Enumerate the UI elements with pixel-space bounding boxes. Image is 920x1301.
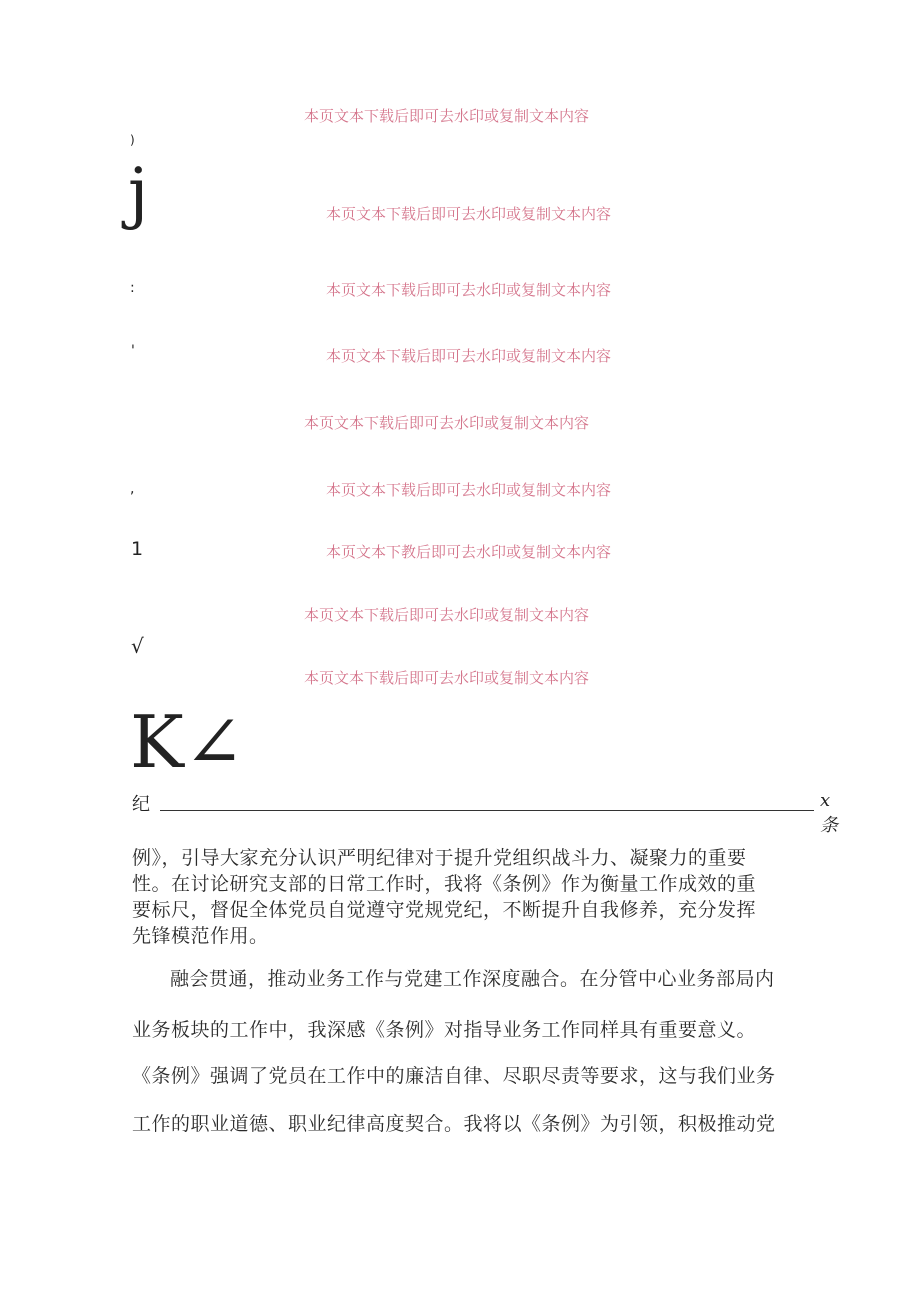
underline-lead-text: 纪 — [132, 794, 150, 815]
watermark-text: 本页文本下载后即可去水印或复制文本内容 — [326, 205, 612, 223]
watermark-text: 本页文本下载后即可去水印或复制文本内容 — [326, 281, 612, 299]
stray-letter-j: j — [128, 154, 149, 231]
paragraph-1-line-2: 性。在讨论研究支部的日常工作时，我将《条例》作为衡量工作成效的重 — [132, 873, 757, 895]
stray-digit-one: 1 — [131, 538, 144, 560]
stray-apostrophe: ' — [131, 343, 135, 359]
stray-comma: , — [130, 481, 135, 497]
paragraph-2-line-3: 《条例》强调了党员在工作中的廉洁自律、尽职尽责等要求，这与我们业务 — [132, 1065, 776, 1087]
paragraph-1-line-3: 要标尺，督促全体党员自觉遵守党规党纪，不断提升自我修养，充分发挥 — [132, 899, 757, 921]
underline-rule — [160, 810, 814, 811]
watermark-text: 本页文本下载后即可去水印或复制文本内容 — [304, 107, 590, 125]
paragraph-2-line-1: 融会贯通，推动业务工作与党建工作深度融合。在分管中心业务部局内 — [170, 968, 775, 990]
stray-paren: ) — [130, 133, 135, 147]
watermark-text: 本页文本下载后即可去水印或复制文本内容 — [304, 606, 590, 624]
paragraph-2-line-4: 工作的职业道德、职业纪律高度契合。我将以《条例》为引领，积极推动党 — [132, 1113, 776, 1135]
watermark-text: 本页文本下载后即可去水印或复制文本内容 — [326, 481, 612, 499]
stray-k-angle: K∠ — [130, 700, 245, 784]
watermark-text: 本页文本下载后即可去水印或复制文本内容 — [326, 347, 612, 365]
paragraph-1-line-1: 例》，引导大家充分认识严明纪律对于提升党组织战斗力、凝聚力的重要 — [132, 847, 747, 869]
stray-check-mark: √ — [131, 634, 144, 658]
watermark-text: 本页文本下载后即可去水印或复制文本内容 — [304, 669, 590, 687]
underline-row — [132, 790, 838, 836]
watermark-text: 本页文本下教后即可去水印或复制文本内容 — [326, 543, 612, 561]
underline-tail-text: x条 — [820, 790, 838, 836]
paragraph-1-line-4: 先锋模范作用。 — [132, 925, 269, 947]
stray-colon: : — [130, 280, 135, 296]
watermark-text: 本页文本下载后即可去水印或复制文本内容 — [304, 414, 590, 432]
paragraph-2-line-2: 业务板块的工作中，我深感《条例》对指导业务工作同样具有重要意义。 — [132, 1019, 757, 1041]
